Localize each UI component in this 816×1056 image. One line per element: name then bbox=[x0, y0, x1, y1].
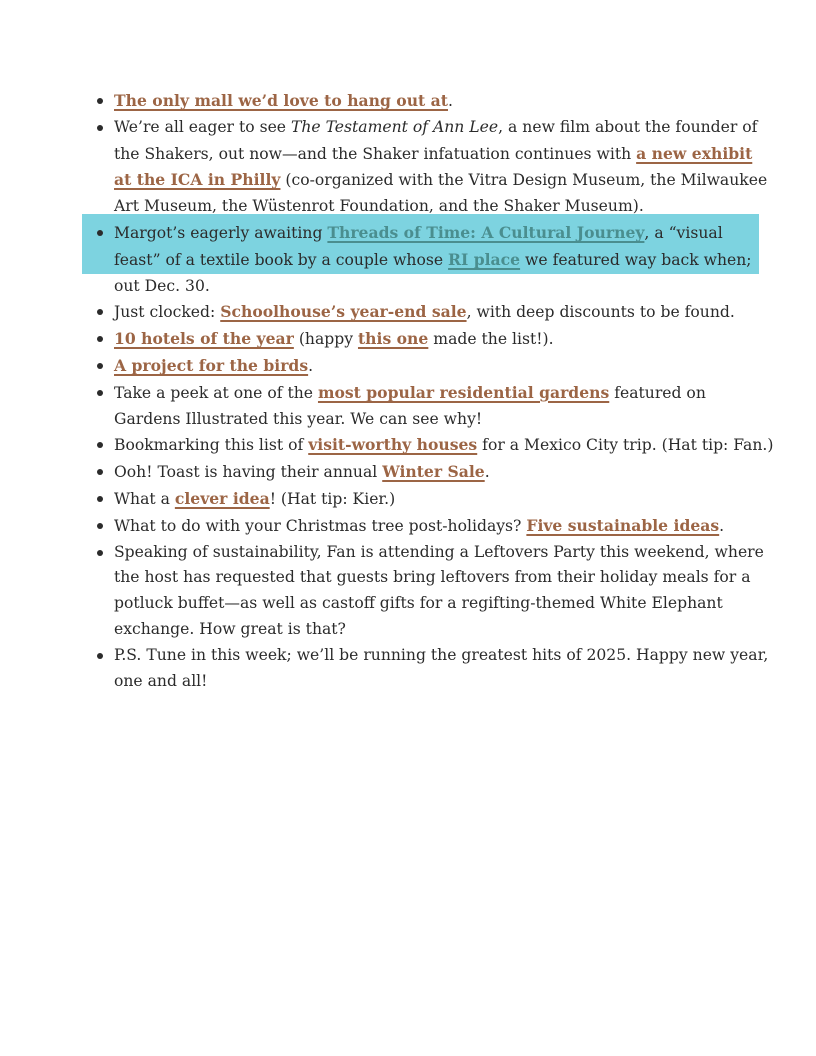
bullet-icon bbox=[97, 390, 103, 396]
list-item: 10 hotels of the year (happy this one made the list!). bbox=[114, 326, 774, 353]
list-item: Ooh! Toast is having their annual Winter Sale. bbox=[114, 459, 774, 486]
link-this-one[interactable]: this one bbox=[357, 329, 429, 349]
bullet-icon bbox=[97, 363, 103, 369]
link-visit-worthy-houses[interactable]: visit-worthy houses bbox=[308, 435, 478, 455]
bullet-icon bbox=[97, 469, 103, 475]
list-item bbox=[114, 643, 774, 695]
bullet-icon bbox=[97, 309, 103, 315]
list-item-text: Speaking of sustainability, Fan is attending a Leftovers Party this weekend, where the host has requested that guests bring leftovers from their holiday meals for a potluck buffet—as well as castoff gifts for a regifting-themed White Elephant exchange. How great is that? bbox=[114, 542, 764, 638]
bullet-icon bbox=[97, 442, 103, 448]
bullet-icon bbox=[97, 98, 103, 104]
link-mall[interactable]: The only mall we’d love to hang out at bbox=[114, 91, 448, 110]
link-winter-sale[interactable]: Winter Sale bbox=[382, 462, 485, 482]
bullet-icon bbox=[97, 336, 103, 342]
list-item-text: P.S. Tune in this week; we’ll be running the greatest hits of 2025. Happy new year, one and all! bbox=[114, 645, 769, 690]
film-title: The Testament of Ann Lee bbox=[290, 117, 499, 136]
list-item: Just clocked: Schoolhouse’s year-end sale, with deep discounts to be found. bbox=[114, 299, 774, 326]
link-residential-gardens[interactable]: most popular residential gardens bbox=[317, 382, 610, 402]
link-10-hotels[interactable]: 10 hotels of the year bbox=[114, 329, 294, 349]
link-ica-exhibit[interactable]: a new exhibit at the ICA in Philly bbox=[114, 143, 753, 190]
list-item: What a clever idea! (Hat tip: Kier.) bbox=[114, 486, 774, 513]
list-item: We’re all eager to see The Testament of Ann Lee, a new film about the founder of the Shakers, out now—and the Shaker infatuation continues with a new exhibit at the ICA in Philly (co-organized with the Vitra Design Museum, the Milwaukee Art Museum, the Wüstenrot Foundation, and the Shaker Museum). bbox=[114, 115, 774, 220]
list-item: What to do with your Christmas tree post-holidays? Five sustainable ideas. bbox=[114, 513, 774, 540]
list-item: Margot’s eagerly awaiting Threads of Time: A Cultural Journey, a “visual feast” of a textile book by a couple whose RI place we featured way back when; out Dec. 30. bbox=[114, 220, 774, 299]
link-project-birds[interactable]: A project for the birds bbox=[114, 355, 309, 375]
list-item: The only mall we’d love to hang out at. bbox=[114, 88, 774, 115]
link-schoolhouse-sale[interactable]: Schoolhouse’s year-end sale bbox=[220, 302, 467, 322]
bullet-icon bbox=[97, 496, 103, 502]
link-clever-idea[interactable]: clever idea bbox=[174, 488, 270, 508]
bullet-icon bbox=[97, 653, 103, 659]
bullet-icon bbox=[97, 523, 103, 529]
link-threads-of-time[interactable]: Threads of Time: A Cultural Journey bbox=[327, 222, 645, 242]
bullet-icon bbox=[97, 550, 103, 556]
bullet-icon bbox=[97, 230, 103, 236]
bullet-icon bbox=[97, 125, 103, 131]
list-item: Take a peek at one of the most popular residential gardens featured on Gardens Illustrated this year. We can see why! bbox=[114, 380, 774, 433]
link-sustainable-ideas[interactable]: Five sustainable ideas bbox=[526, 515, 720, 535]
list-item: Bookmarking this list of visit-worthy houses for a Mexico City trip. (Hat tip: Fan.) bbox=[114, 432, 774, 459]
link-ri-place[interactable]: RI place bbox=[448, 249, 521, 269]
bullet-list bbox=[114, 88, 774, 694]
list-item: A project for the birds. bbox=[114, 353, 774, 380]
list-item bbox=[114, 540, 774, 643]
